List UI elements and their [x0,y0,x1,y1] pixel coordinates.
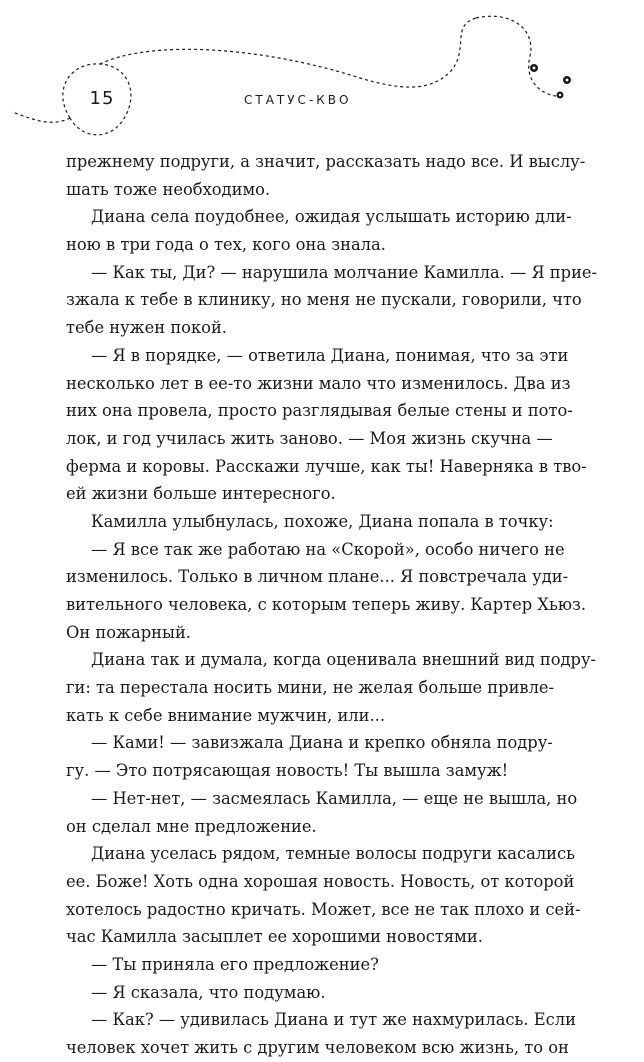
text-line: — Я сказала, что подумаю. [91,982,326,1002]
text-line: Диана села поудобнее, ожидая услышать историю дли- [91,207,572,227]
text-line: — Ками! — завизжала Диана и крепко обняла подру- [91,733,553,753]
text-line: вительного человека, с которым теперь живу. Картер Хьюз. [66,595,587,614]
text-line: хотелось радостно кричать. Может, все не так плохо и сей- [66,899,581,919]
text-line: ги: та перестала носить мини, не желая больше привле- [66,678,555,698]
text-line: — Я в порядке, — ответила Диана, понимая, что за эти [91,345,569,365]
body-text [66,148,598,1062]
text-line: несколько лет в ее-то жизни мало что изменилось. Два из [66,373,571,393]
text-line: зжала к тебе в клинику, но меня не пускали, говорили, что [66,290,582,310]
text-line: ферма и коровы. Расскажи лучше, как ты! Наверняка в тво- [66,456,587,476]
text-line: ей жизни больше интересного. [66,484,336,504]
text-line: шать тоже необходимо. [66,179,271,199]
text-line: человек хочет жить с другим человеком всю жизнь, то он [66,1038,569,1057]
text-line: — Нет-нет, — засмеялась Камилла, — еще не вышла, но [91,788,578,808]
text-line: — Как ты, Ди? — нарушила молчание Камилла. — Я прие- [91,262,598,282]
text-line: тебе нужен покой. [66,318,227,338]
text-line: — Я все так же работаю на «Скорой», особо ничего не [91,539,565,559]
page-number: 15 [89,88,115,109]
text-line: ее. Боже! Хоть одна хорошая новость. Новость, от которой [66,871,575,891]
text-line: Он пожарный. [66,622,191,642]
text-line: — Как? — удивилась Диана и тут же нахмурилась. Если [91,1010,576,1030]
text-line: гу. — Это потрясающая новость! Ты вышла замуж! [66,761,509,781]
running-title: СТАТУС-КВО [244,93,352,107]
text-line: — Ты приняла его предложение? [91,954,379,974]
text-line: изменилось. Только в личном плане... Я повстречала уди- [66,567,569,587]
text-line: Камилла улыбнулась, похоже, Диана попала в точку: [91,511,554,531]
text-line: час Камилла засыплет ее хорошими новостями. [66,927,483,947]
dashed-loop-swirl-icon [0,0,644,160]
text-line: лок, и год училась жить заново. — Моя жизнь скучна — [66,428,553,448]
text-line: прежнему подруги, а значит, рассказать надо все. И выслу- [66,152,586,171]
text-line: ною в три года о тех, кого она знала. [66,235,386,255]
text-line: кать к себе внимание мужчин, или... [66,705,386,725]
text-line: он сделал мне предложение. [66,816,317,836]
text-line: Диана уселась рядом, темные волосы подруги касались [91,844,576,864]
text-line: Диана так и думала, когда оценивала внешний вид подру- [91,650,597,670]
text-line: них она провела, просто разглядывая белые стены и пото- [66,401,573,421]
